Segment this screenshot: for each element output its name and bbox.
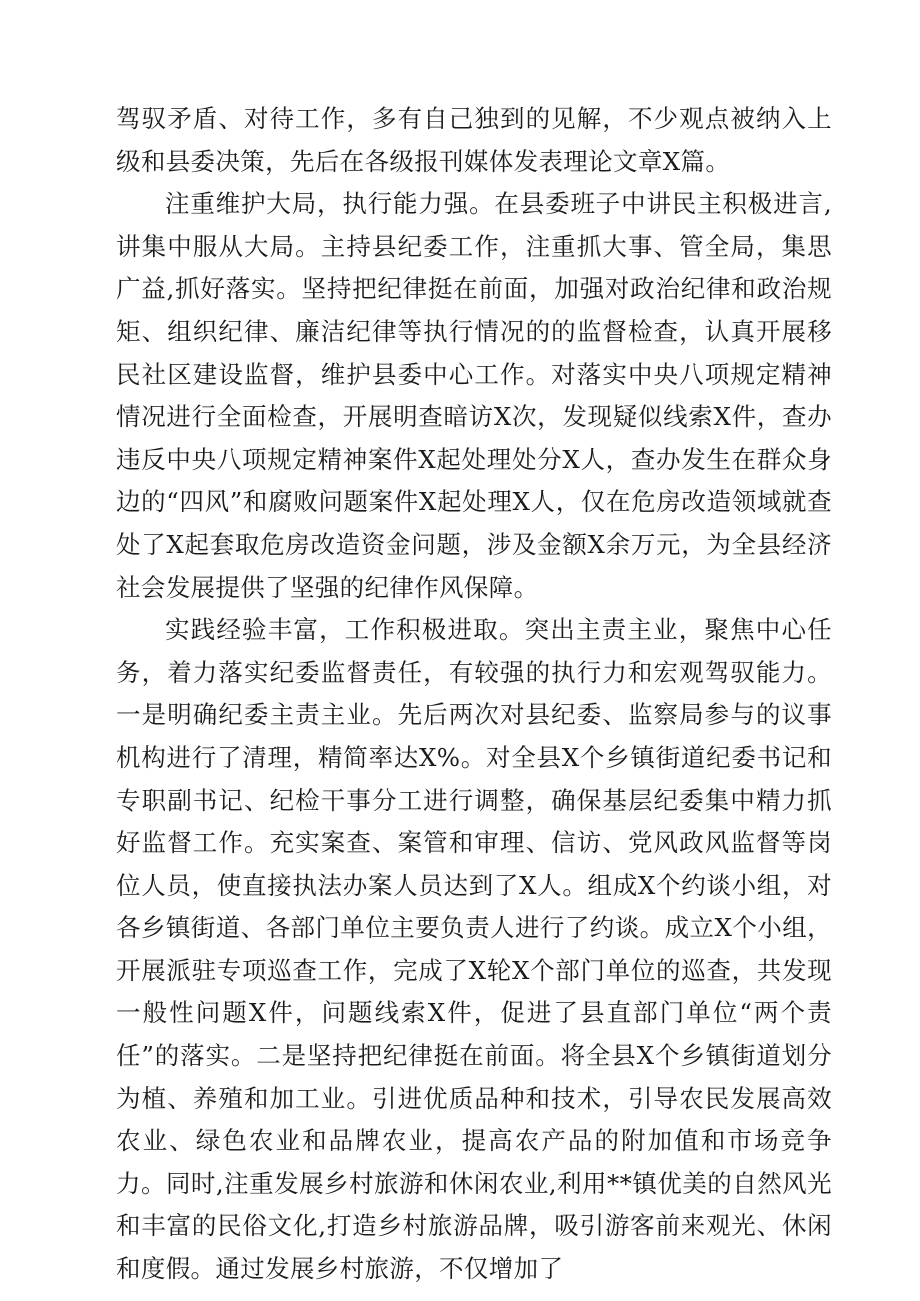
paragraph: 实践经验丰富，工作积极进取。突出主责主业，聚焦中心任务，着力落实纪委监督责任，有较强的执行力和宏观驾驭能力。一是明确纪委主责主业。先后两次对县纪委、监察局参与的议事机构进行了清理，精简率达X%。对全县X个乡镇街道纪委书记和专职副书记、纪检干事分工进行调整，确保基层纪委集中精力抓好监督工作。充实案查、案管和审理、信访、党风政风监督等岗位人员，使直接执法办案人员达到了X人。组成X个约谈小组，对各乡镇街道、各部门单位主要负责人进行了约谈。成立X个小组，开展派驻专项巡查工作，完成了X轮X个部门单位的巡查，共发现一般性问题X件，问题线索X件，促进了县直部门单位“两个责任”的落实。二是坚持把纪律挺在前面。将全县X个乡镇街道划分为植、养殖和加工业。引进优质品种和技术，引导农民发展高效农业、绿色农业和品牌农业，提高农产品的附加值和市场竞争力。同时,注重发展乡村旅游和休闲农业,利用**镇优美的自然风光和丰富的民俗文化,打造乡村旅游品牌，吸引游客前来观光、休闲和度假。通过发展乡村旅游，不仅增加了 (116, 615, 832, 1284)
paragraph: 注重维护大局，执行能力强。在县委班子中讲民主积极进言,讲集中服从大局。主持县纪委工作，注重抓大事、管全局，集思广益,抓好落实。坚持把纪律挺在前面，加强对政治纪律和政治规矩、组织纪律、廉洁纪律等执行情况的的监督检查，认真开展移民社区建设监督，维护县委中心工作。对落实中央八项规定精神情况进行全面检查，开展明查暗访X次，发现疑似线索X件，查办违反中央八项规定精神案件X起处理处分X人，查办发生在群众身边的“四风”和腐败问题案件X起处理X人，仅在危房改造领域就查处了X起套取危房改造资金问题，涉及金额X余万元，为全县经济社会发展提供了坚强的纪律作风保障。 (116, 189, 832, 602)
paragraph: 驾驭矛盾、对待工作，多有自己独到的见解，不少观点被纳入上级和县委决策，先后在各级报刊媒体发表理论文章X篇。 (116, 104, 832, 176)
document-body (116, 98, 832, 1291)
